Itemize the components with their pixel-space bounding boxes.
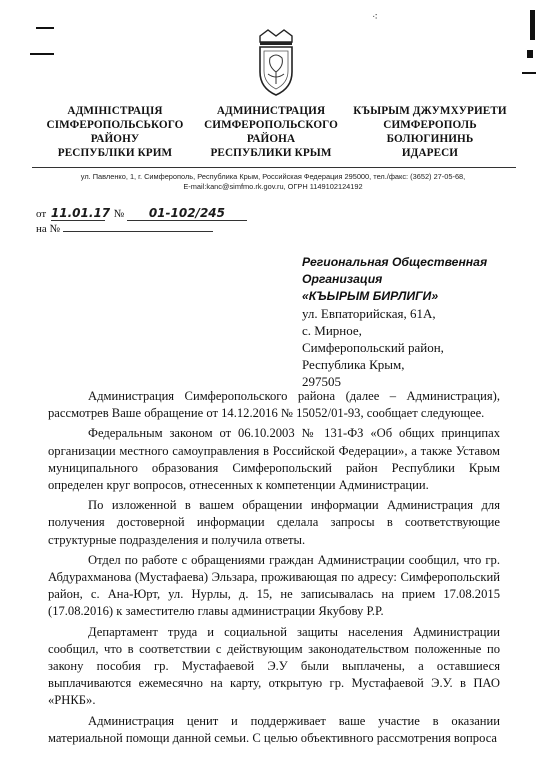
crh-line-1: КЪЫРЫМ ДЖУМХУРИЕТИ [353,105,507,117]
ukr-line-1: АДМІНІСТРАЦІЯ [67,105,163,117]
recipient-village: с. Мирное, [302,323,362,338]
registration-date: 11.01.17 [50,206,111,220]
recipient-republic: Республика Крым, [302,357,405,372]
scan-speck-top: ⁖ [372,12,378,23]
paragraph-2: Федеральным законом от 06.10.2003 № 131-ФЗ «Об общих принципах организации местного самоуправления в Российской Федерации», а также Уставом муниципального образования Симферопольский район Республики Крым определен круг вопросов, отнесенных к компетенции Администрации. [48,426,500,493]
rus-line-2: СИМФЕРОПОЛЬСКОГО [204,119,338,131]
scan-mark-right-dash [522,72,536,74]
rus-line-1: АДМИНИСТРАЦИЯ [216,105,326,117]
scan-mark-right-edge [530,10,535,40]
recipient-org-line-3: «КЪЫРЫМ БИРЛИГИ» [302,289,439,303]
recipient-district: Симферопольский район, [302,340,444,355]
recipient-zip: 297505 [302,374,341,389]
crh-line-4: ИДАРЕСИ [401,147,459,159]
paragraph-4: Отдел по работе с обращениями граждан Администрации сообщил, что гр. Абдурахманова (Мустафаева) Эльзара, проживающая по адресу: Симферопольский район, с. Ана-Юрт, ул. Нурлы, д. 15, не записывалась на прием 17.08.2015 (17.08.2016) к заместителю главы администрации Якубову Р.Р. [48,552,500,619]
rus-line-3: РАЙОНА [246,133,296,145]
ukr-line-2: СІМФЕРОПОЛЬСЬКОГО [46,119,184,131]
registration-line [36,206,247,221]
paragraph-5: Департамент труда и социальной защиты населения Администрации сообщил, что в соответствии с действующим законодательством положенные по закону пособия гр. Мустафаевой Э.У были выплачены, а оставшиеся выплачиваются ежемесячно на карту, открытую гр. Мустафаевой Э.У. в ПАО «РНКБ». [48,624,500,708]
crh-line-2: СИМФЕРОПОЛЬ [383,119,477,131]
letterhead-russian [197,104,345,160]
ukr-line-4: РЕСПУБЛІКИ КРИМ [57,147,173,159]
letterhead-crimean-tatar [352,104,508,160]
recipient-block [302,254,487,390]
ukr-line-3: РАЙОНУ [90,133,140,145]
reply-prefix: на № [36,223,61,235]
letterhead-divider [32,167,516,168]
recipient-org-line-2: Организация [302,272,383,286]
address-line-1: ул. Павленко, 1, г. Симферополь, Республика Крым, Российская Федерация 295000, тел./факс: (3652) 27-05-68, [80,172,466,181]
paragraph-6: Администрация ценит и поддерживает ваше участие в оказании материальной помощи данной семьи. С целью объективного рассмотрения вопроса [48,713,500,745]
coat-of-arms-emblem [254,28,298,98]
recipient-org-line-1: Региональная Общественная [302,255,488,269]
number-prefix: № [113,208,125,220]
letterhead-ukrainian [44,104,186,160]
scan-mark-right-small [527,50,533,58]
scan-mark-left-2 [30,53,54,55]
scan-mark-left-top [36,27,54,29]
from-prefix: от [36,208,47,220]
rus-line-4: РЕСПУБЛИКИ КРЫМ [210,147,332,159]
registration-number: 01-102/245 [148,206,225,220]
paragraph-1: Администрация Симферопольского района (далее – Администрация), рассмотрев Ваше обращение от 14.12.2016 № 15052/01-93, сообщает следующее. [48,389,500,421]
paragraph-3: По изложенной в вашем обращении информации Администрация для получения достоверной информации сделала запросы в соответствующие структурные подразделения и получила ответы. [48,498,500,547]
address-line-2: E-mail:kanc@simfmo.rk.gov.ru, ОГРН 1149102124192 [183,182,363,191]
letter-body [48,388,500,750]
reply-line [36,221,213,235]
crh-line-3: БОЛЮГИНИНЬ [386,133,474,145]
recipient-street: ул. Евпаторийская, 61А, [302,306,436,321]
